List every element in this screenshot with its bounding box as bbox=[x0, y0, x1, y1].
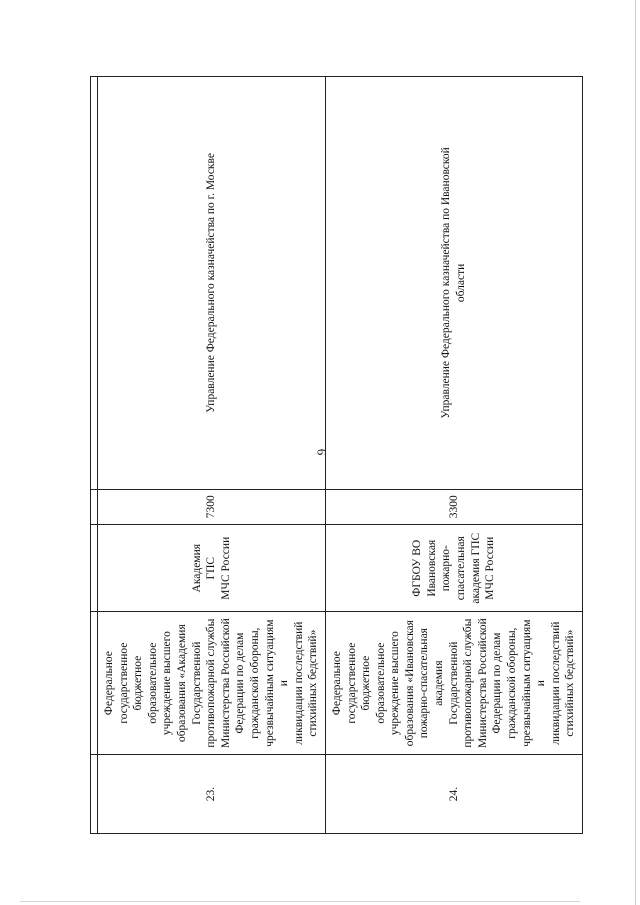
organization-full-name bbox=[325, 612, 582, 755]
header-cell bbox=[91, 489, 98, 524]
header-cell bbox=[91, 612, 98, 755]
recipients-table bbox=[90, 76, 583, 834]
rotated-table-wrapper bbox=[90, 76, 577, 834]
organization-full-name-text: Федеральное государственное бюджетное образовательное учреждение высшего образования «Ивановская пожарно-спасательная академия Государственной противопожарной службы Министерства Российской Федерации по делам гражданской обороны, чрезвычайным ситуациям и ликвидации последствий стихийных бедствий» bbox=[330, 618, 577, 749]
organization-short-name bbox=[98, 525, 326, 612]
treasury-office-text: Управление Федерального казначейства по Ивановской области bbox=[440, 147, 467, 419]
amount: 7300 bbox=[98, 489, 326, 524]
table-row bbox=[98, 77, 326, 834]
organization-short-name bbox=[325, 525, 582, 612]
page-edge-bottom bbox=[20, 901, 580, 902]
treasury-office bbox=[325, 77, 582, 490]
row-number: 24. bbox=[325, 755, 582, 834]
header-cell bbox=[91, 755, 98, 834]
header-cell bbox=[91, 77, 98, 490]
amount: 3300 bbox=[325, 489, 582, 524]
page-edge-right bbox=[635, 0, 636, 905]
header-cell bbox=[91, 525, 98, 612]
organization-full-name-text: Федеральное государственное бюджетное образовательное учреждение высшего образования «Академия Государственной противопожарной службы Министерства Российской Федерации по делам гражданской обороны, чрезвычайным ситуациям и ликвидации последствий стихийных бедствий» bbox=[103, 618, 320, 749]
row-number: 23. bbox=[98, 755, 326, 834]
organization-full-name bbox=[98, 612, 326, 755]
organization-short-name-text: Академия ГПС МЧС России bbox=[190, 536, 232, 600]
organization-short-name-text: ФГБОУ ВО Ивановская пожарно-спасательная академия ГПС МЧС России bbox=[411, 532, 497, 604]
treasury-office-text: Управление Федерального казначейства по г. Москве bbox=[205, 153, 218, 413]
treasury-office bbox=[98, 77, 326, 490]
page-number: 6 bbox=[314, 448, 330, 456]
table-row bbox=[325, 77, 582, 834]
table-header-spacer-row bbox=[91, 77, 98, 834]
